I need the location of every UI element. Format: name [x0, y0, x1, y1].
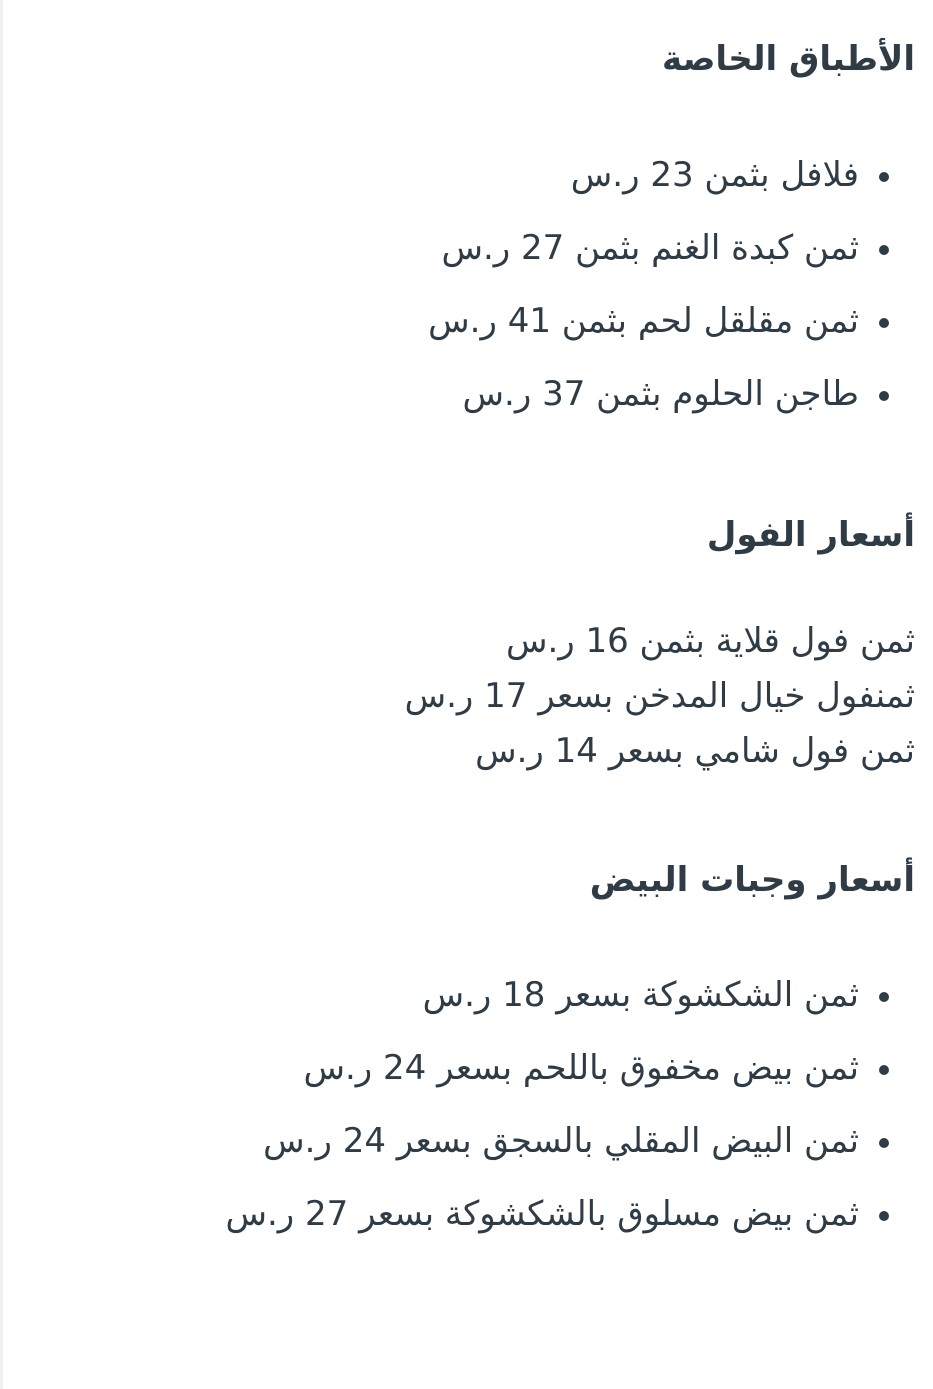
list-item: ثمن بيض مخفوق باللحم بسعر 24 ر.س [35, 1047, 915, 1120]
document-content [35, 0, 915, 1266]
special-dishes-list [35, 154, 915, 446]
special-dishes-title: الأطباق الخاصة [661, 39, 915, 79]
egg-meals-section [35, 859, 915, 1266]
list-item: طاجن الحلوم بثمن 37 ر.س [35, 373, 915, 446]
list-item: ثمن الشكشوكة بسعر 18 ر.س [35, 974, 915, 1047]
price-line: ثمن فول قلاية بثمن 16 ر.س [505, 621, 915, 661]
price-line: ثمن فول شامي بسعر 14 ر.س [475, 731, 915, 771]
egg-meals-list [35, 974, 915, 1266]
list-item: ثمن البيض المقلي بالسجق بسعر 24 ر.س [35, 1120, 915, 1193]
beans-prices-title: أسعار الفول [706, 514, 915, 555]
list-item: فلافل بثمن 23 ر.س [35, 154, 915, 227]
list-item: ثمن كبدة الغنم بثمن 27 ر.س [35, 227, 915, 300]
price-line: ثمنفول خيال المدخن بسعر 17 ر.س [404, 676, 915, 716]
page-left-edge [0, 0, 3, 1389]
beans-prices-section [35, 514, 915, 786]
list-item: ثمن مقلقل لحم بثمن 41 ر.س [35, 300, 915, 373]
egg-meals-title: أسعار وجبات البيض [589, 860, 915, 900]
list-item: ثمن بيض مسلوق بالشكشوكة بسعر 27 ر.س [35, 1193, 915, 1266]
beans-prices-lines [35, 620, 915, 785]
special-dishes-section [35, 0, 915, 446]
